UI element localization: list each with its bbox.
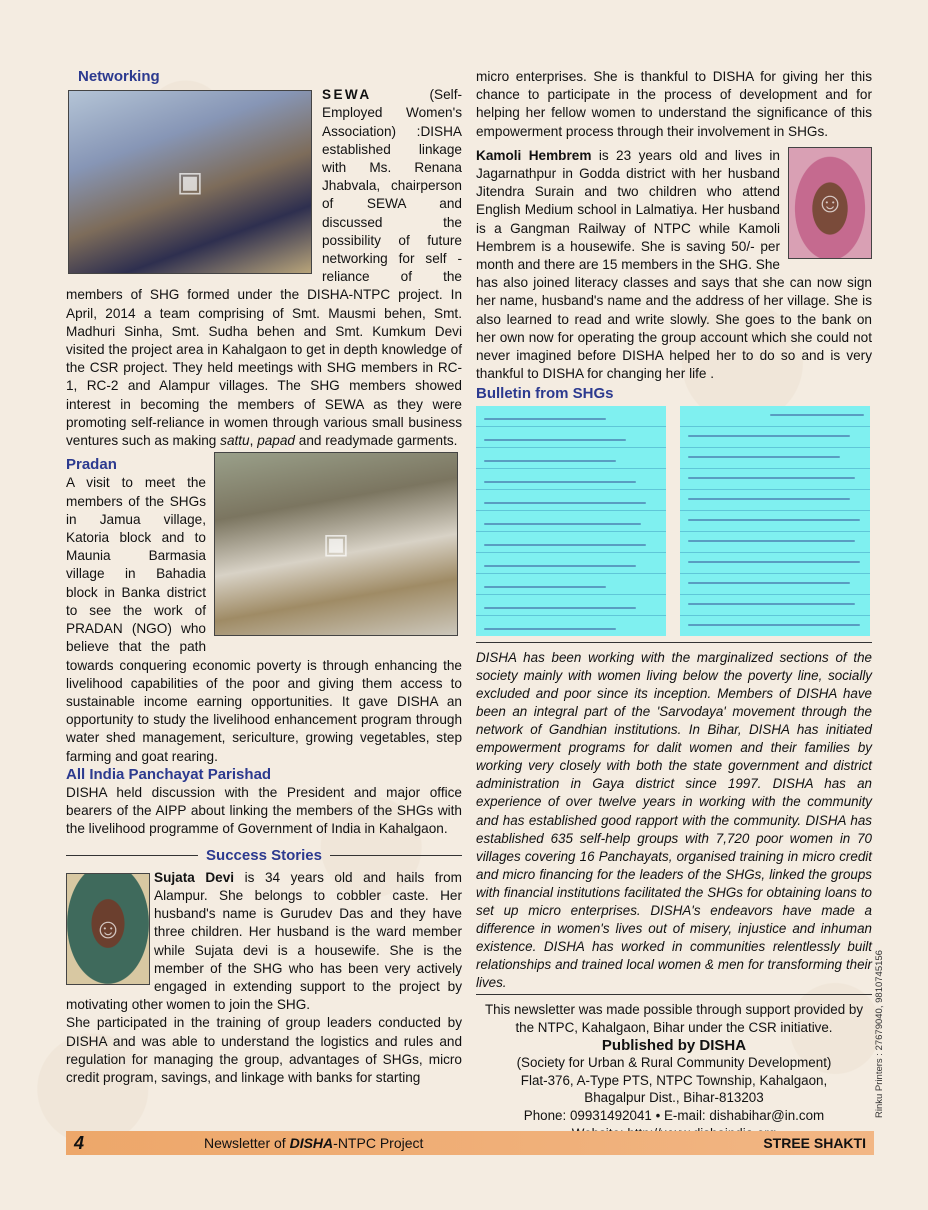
success-stories-divider	[66, 847, 462, 865]
about-disha-block	[476, 642, 872, 996]
continuation-paragraph: micro enterprises. She is thankful to DISHA for giving her this chance to participate in the process of development and for helping her fellow women to understand the significance of this empowerment process through their involvement in SHGs.	[476, 69, 872, 139]
handwriting-line	[688, 435, 850, 437]
handwriting-line	[688, 477, 855, 479]
bulletin-images	[476, 406, 872, 636]
handwriting-line	[484, 502, 646, 504]
pradan-heading: Pradan	[66, 456, 117, 474]
pradan-visit-photo	[214, 452, 458, 636]
handwriting-line	[484, 586, 606, 588]
handwriting-line	[770, 414, 864, 416]
handwriting-line	[688, 456, 840, 458]
portrait-icon: ☺	[815, 186, 845, 218]
handwriting-line	[688, 582, 850, 584]
address-line-1: Flat-376, A-Type PTS, NTPC Township, Kahalgaon,	[520, 1072, 828, 1088]
bulletin-heading: Bulletin from SHGs	[476, 385, 614, 403]
handwritten-note-2	[680, 406, 870, 636]
handwriting-line	[484, 523, 641, 525]
printer-credit: Rinku Printers : 27679040, 9810745156	[874, 950, 885, 1118]
aipp-heading: All India Panchayat Parishad	[66, 765, 272, 783]
sujata-text: is 34 years old and hails from Alampur. She belongs to cobbler caste. Her husband's name is Gurudev Das and they have three children. Her husband is the ward member while Sujata devi is a housewife. She is the member of the SHG who has been very actively engaged in extending support to the project by motivating other women to join the SHG.	[66, 869, 462, 1013]
contact-line: Phone: 09931492041 • E-mail: dishabihar@in.com	[523, 1108, 825, 1123]
handwriting-line	[688, 498, 850, 500]
support-note: This newsletter was made possible through support provided by the NTPC, Kahalgaon, Bihar under the CSR initiative.	[484, 1002, 864, 1036]
photo-icon: ▣	[176, 166, 204, 198]
divider-right	[330, 855, 462, 856]
handwritten-note-1	[476, 406, 666, 636]
published-by: Published by DISHA	[601, 1036, 747, 1054]
newsletter-title	[204, 1135, 763, 1151]
publication-name: STREE SHAKTI	[763, 1135, 866, 1151]
handwriting-line	[484, 565, 636, 567]
org-name: (Society for Urban & Rural Community Development)	[516, 1055, 832, 1071]
kamoli-hembrem-photo	[788, 147, 872, 259]
left-column	[66, 68, 462, 1087]
sewa-meeting-photo	[68, 90, 312, 274]
handwriting-line	[688, 519, 860, 521]
handwriting-line	[484, 607, 636, 609]
page-number: 4	[74, 1132, 85, 1153]
sewa-italic-2: papad	[257, 433, 295, 449]
footer-post: -NTPC Project	[333, 1135, 424, 1151]
handwriting-line	[484, 439, 626, 441]
handwriting-line	[484, 418, 606, 420]
handwriting-line	[484, 481, 636, 483]
handwriting-line	[484, 460, 616, 462]
sewa-italic-1: sattu	[220, 433, 250, 449]
sujata-paragraph-2: She participated in the training of group leaders conducted by DISHA and was able to understand the logistics and rules and regulation for managing the group, advantages of SHGs, micro credit program, savings, and linkage with banks for starting	[66, 1015, 462, 1085]
networking-heading: Networking	[78, 68, 160, 85]
photo-icon: ▣	[322, 528, 350, 560]
handwriting-line	[688, 624, 860, 626]
success-stories-heading: Success Stories	[206, 846, 322, 864]
handwriting-line	[484, 544, 646, 546]
sujata-name: Sujata Devi	[154, 869, 235, 885]
about-disha-text: DISHA has been working with the marginalized sections of the society mainly with women living below the poverty line, socially excluded and poor since its inception. Members of DISHA have been an integral part of the 'Sarvodaya' movement through the network of Gandhian institutions. In Bihar, DISHA has initiated empowerment programs for dalit women and their families by working very closely with both the state government and district administration in Gaya district since 1997. DISHA has an experience of over twelve years in working with the community and has established good rapport with the community. DISHA has established 635 self-help groups with 7,720 poor women in 70 villages covering 16 Panchayats, organised training in micro credit and micro financing for the leaders of the SHGs, linked the groups with financial institutions facilitated the SHGs for obtaining loans to set up micro enterprises. DISHA's endeavors have made a difference in women's lives out of misery, injustice and inhuman existence. DISHA has worked in communities relentlessly built relationships and trained local women & men for transforming their lives.	[476, 649, 872, 991]
sewa-text: (Self-Employed Women's Association) :DISHA established linkage with Ms. Renana Jhabvala, chairperson of SEWA and discussed the possibility of future networking for self - reliance of the members of SHG formed under the DISHA-NTPC project. In April, 2014 a team comprising of Smt. Mausmi behen, Smt. Madhuri Sinha, Smt. Sudha behen and Smt. Kumkum Devi visited the project area in Kahalgaon to get in depth knowledge of the CSR project. They held meetings with SHG members in RC-1, RC-2 and Alampur villages. The SHG members showed interest in becoming the members of SEWA as they were promoting self-reliance in women through various small business ventures such as making	[66, 87, 462, 449]
handwriting-line	[688, 603, 855, 605]
address-line-2: Bhagalpur Dist., Bihar-813203	[584, 1090, 764, 1106]
divider-left	[66, 855, 198, 856]
pradan-paragraph: A visit to meet the members of the SHGs in Jamua village, Katoria block and to Maunia Barmasia village in Bahadia block in Banka district to see the work of PRADAN (NGO) who believe that the path towards conquering economic poverty is through enhancing the livelihood capabilities of the poor and giving them access to sustainable income earning opportunities. It gave DISHA an opportunity to study the livelihood enhancement program through water shed management, sericulture, growing vegetables, step farming and goat rearing.	[66, 475, 462, 764]
kamoli-name: Kamoli Hembrem	[476, 147, 592, 163]
footer-brand: DISHA	[289, 1135, 334, 1151]
sewa-lead: SEWA	[322, 87, 372, 103]
footer-bar	[66, 1131, 874, 1155]
portrait-icon: ☺	[93, 912, 123, 944]
sewa-end: and readymade garments.	[295, 433, 458, 449]
sujata-devi-photo	[66, 873, 150, 985]
sewa-separator: ,	[249, 433, 258, 449]
handwriting-line	[688, 540, 855, 542]
handwriting-line	[688, 561, 860, 563]
right-column	[476, 68, 872, 1142]
aipp-paragraph: DISHA held discussion with the President and major office bearers of the AIPP about linking the members of the SHGs with the livelihood programme of Government of India in Kahalgaon.	[66, 784, 462, 837]
handwriting-line	[484, 628, 616, 630]
footer-pre: Newsletter of	[204, 1135, 290, 1151]
publication-info	[476, 1001, 872, 1142]
kamoli-text: is 23 years old and lives in Jagarnathpur in Godda district with her husband Jitendra Surain and two children who attend English Medium school in Lalmatiya. Her husband is a Gangman Railway of NTPC while Kamoli Hembrem is a housewife. She is saving 50/- per month and there are 15 members in the SHG. She has also joined literacy classes and says that she can now sign her name, husband's name and the address of her village. She is also learned to read and write slowly. She goes to the bank on her own now for operating the group account which she could not never imagined before DISHA helped her to do so and is very thankful to DISHA for changing her life .	[476, 147, 872, 382]
